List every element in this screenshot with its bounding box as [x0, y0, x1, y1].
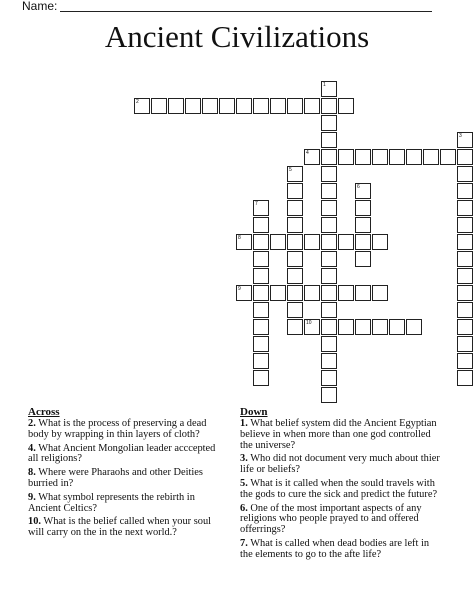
clue-number-label: 2	[136, 99, 139, 105]
grid-cell[interactable]	[304, 285, 320, 301]
grid-cell[interactable]	[457, 353, 473, 369]
grid-cell[interactable]	[457, 251, 473, 267]
down-clues	[240, 406, 440, 564]
grid-cell[interactable]	[253, 285, 269, 301]
grid-cell[interactable]	[321, 149, 337, 165]
grid-cell[interactable]	[338, 234, 354, 250]
clue-number-label: 4	[306, 150, 309, 156]
grid-cell[interactable]	[287, 302, 303, 318]
clue-text: What is the process of preserving a dead body by wrapping in thin layers of cloth?	[28, 418, 207, 440]
grid-cell[interactable]	[355, 285, 371, 301]
grid-cell[interactable]	[457, 217, 473, 233]
grid-cell[interactable]	[355, 234, 371, 250]
grid-cell[interactable]	[457, 319, 473, 335]
clue-number: 8.	[28, 467, 36, 479]
grid-cell[interactable]	[236, 98, 252, 114]
grid-cell[interactable]	[372, 234, 388, 250]
grid-cell[interactable]	[389, 319, 405, 335]
grid-cell[interactable]	[321, 234, 337, 250]
grid-cell[interactable]	[321, 319, 337, 335]
grid-cell[interactable]	[457, 200, 473, 216]
clue-number: 10.	[28, 516, 41, 528]
down-heading: Down	[240, 406, 268, 418]
grid-cell[interactable]	[372, 149, 388, 165]
grid-cell[interactable]	[304, 98, 320, 114]
grid-cell[interactable]	[321, 132, 337, 148]
grid-cell[interactable]	[321, 370, 337, 386]
grid-cell[interactable]	[321, 166, 337, 182]
grid-cell[interactable]	[372, 319, 388, 335]
grid-cell[interactable]	[168, 98, 184, 114]
grid-cell[interactable]	[321, 183, 337, 199]
grid-cell[interactable]	[287, 268, 303, 284]
clue-number: 9.	[28, 491, 36, 503]
clue-across-2	[28, 419, 228, 441]
clue-number: 6.	[240, 502, 248, 514]
grid-cell[interactable]	[270, 98, 286, 114]
grid-cell[interactable]	[372, 285, 388, 301]
grid-cell[interactable]	[355, 200, 371, 216]
clue-text: What symbol represents the rebirth in Ancient Celtics?	[28, 491, 195, 514]
grid-cell[interactable]	[440, 149, 456, 165]
grid-cell[interactable]	[287, 217, 303, 233]
grid-cell[interactable]	[457, 149, 473, 165]
grid-cell[interactable]	[321, 336, 337, 352]
clue-number: 3.	[240, 453, 248, 465]
clue-text: One of the most important aspects of any religions who people prayed to and offered offerrings?	[240, 502, 422, 536]
clue-text: Where were Pharaohs and other Deities burried in?	[28, 467, 203, 489]
grid-cell[interactable]	[355, 319, 371, 335]
grid-cell[interactable]	[321, 200, 337, 216]
grid-cell[interactable]	[321, 302, 337, 318]
grid-cell[interactable]	[338, 149, 354, 165]
page-title: Ancient Civilizations	[104, 19, 370, 54]
clue-text: What is the belief called when your soul will carry on the in the next world.?	[28, 516, 212, 539]
grid-cell[interactable]	[457, 183, 473, 199]
clue-text: What Ancient Mongolian leader acccepted all religions?	[28, 442, 216, 465]
grid-cell[interactable]	[355, 251, 371, 267]
clue-number: 5.	[240, 477, 248, 489]
grid-cell[interactable]	[270, 234, 286, 250]
grid-cell[interactable]	[253, 268, 269, 284]
clue-number-label: 5	[289, 167, 292, 173]
grid-cell[interactable]	[457, 302, 473, 318]
grid-cell[interactable]	[287, 234, 303, 250]
clue-number-label: 7	[255, 201, 258, 207]
grid-cell[interactable]	[253, 353, 269, 369]
clue-number: 7.	[240, 537, 248, 549]
grid-cell[interactable]	[151, 98, 167, 114]
grid-cell[interactable]	[389, 149, 405, 165]
grid-cell[interactable]	[287, 251, 303, 267]
grid-cell[interactable]	[423, 149, 439, 165]
clue-number-label: 9	[238, 286, 241, 292]
grid-cell[interactable]	[253, 251, 269, 267]
across-heading: Across	[28, 406, 60, 418]
grid-cell[interactable]	[253, 370, 269, 386]
clue-number-label: 10	[306, 320, 312, 326]
grid-cell[interactable]	[338, 319, 354, 335]
clue-text: What belief system did the Ancient Egyptian believe in when more than one god controlled the universe?	[240, 418, 437, 451]
grid-cell[interactable]	[406, 319, 422, 335]
grid-cell[interactable]	[202, 98, 218, 114]
grid-cell[interactable]	[253, 319, 269, 335]
clue-text: Who did not document very much about thier life or beliefs?	[240, 453, 440, 476]
grid-cell[interactable]	[457, 268, 473, 284]
grid-cell[interactable]	[457, 166, 473, 182]
clue-down-3	[240, 454, 440, 476]
grid-cell[interactable]	[253, 217, 269, 233]
clue-number: 2.	[28, 418, 36, 429]
clue-across-8	[28, 468, 228, 490]
grid-cell[interactable]	[321, 98, 337, 114]
grid-cell[interactable]	[355, 217, 371, 233]
clue-number: 1.	[240, 418, 248, 429]
name-label: Name:	[22, 0, 58, 13]
clue-down-5	[240, 479, 440, 501]
clue-down-7	[240, 539, 440, 561]
clue-number-label: 6	[357, 184, 360, 190]
grid-cell[interactable]	[253, 302, 269, 318]
grid-cell[interactable]	[457, 370, 473, 386]
grid-cell[interactable]	[321, 251, 337, 267]
grid-cell[interactable]	[338, 285, 354, 301]
grid-cell[interactable]	[321, 285, 337, 301]
grid-cell[interactable]	[287, 285, 303, 301]
grid-cell[interactable]	[406, 149, 422, 165]
grid-cell[interactable]	[321, 268, 337, 284]
grid-cell[interactable]	[287, 200, 303, 216]
clue-number-label: 3	[459, 133, 462, 139]
clue-down-1	[240, 419, 440, 451]
grid-cell[interactable]	[321, 115, 337, 131]
clue-number-label: 8	[238, 235, 241, 241]
grid-cell[interactable]	[287, 319, 303, 335]
clue-across-4	[28, 444, 228, 466]
grid-cell[interactable]	[457, 234, 473, 250]
grid-cell[interactable]	[304, 234, 320, 250]
grid-cell[interactable]	[253, 98, 269, 114]
clue-down-6	[240, 504, 440, 536]
grid-cell[interactable]	[185, 98, 201, 114]
grid-cell[interactable]	[287, 98, 303, 114]
clue-across-9	[28, 493, 228, 515]
clue-text: What is it called when the sould travels with the gods to cure the sick and predict the future?	[240, 477, 438, 500]
grid-cell[interactable]	[219, 98, 235, 114]
grid-cell[interactable]	[457, 336, 473, 352]
clue-number: 4.	[28, 442, 36, 454]
across-clues	[28, 406, 228, 542]
grid-cell[interactable]	[355, 149, 371, 165]
grid-cell[interactable]	[253, 234, 269, 250]
grid-cell[interactable]	[321, 387, 337, 403]
grid-cell[interactable]	[457, 285, 473, 301]
clue-number-label: 1	[323, 82, 326, 88]
grid-cell[interactable]	[321, 353, 337, 369]
grid-cell[interactable]	[270, 285, 286, 301]
grid-cell[interactable]	[287, 183, 303, 199]
grid-cell[interactable]	[338, 98, 354, 114]
clue-across-10	[28, 517, 228, 539]
grid-cell[interactable]	[321, 217, 337, 233]
grid-cell[interactable]	[253, 336, 269, 352]
clue-text: What is called when dead bodies are left in the elements to go to the afte life?	[240, 537, 430, 560]
